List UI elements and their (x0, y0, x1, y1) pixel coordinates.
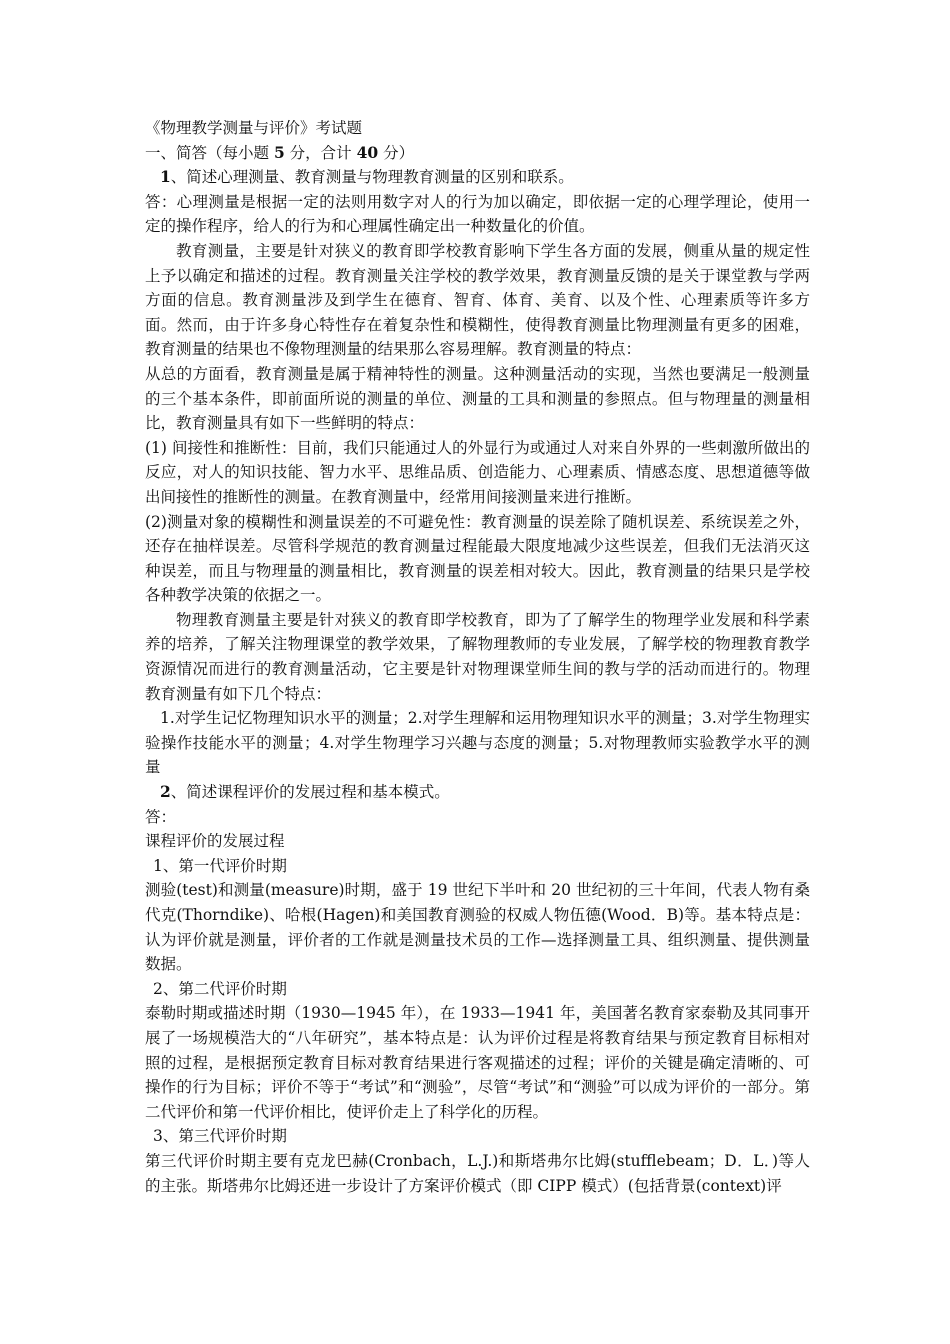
section-heading-post: 分） (378, 143, 415, 162)
answer-2-heading: 课程评价的发展过程 (145, 832, 285, 851)
document-body (145, 116, 810, 1198)
score-total: 40 (356, 142, 379, 162)
section-heading-pre: 一、简答（每小题 (145, 143, 274, 162)
answer-1-paragraph-2: 教育测量，主要是针对狭义的教育即学校教育影响下学生各方面的发展，侧重从量的规定性上予以确定和描述的过程。教育测量关注学校的教学效果，教育测量反馈的是关于课堂教与学两方面的信息。教育测量涉及到学生在德育、智育、体育、美育、以及个性、心理素质等许多方面。然而，由于许多身心特性存在着复杂性和模糊性，使得教育测量比物理测量有更多的困难，教育测量的结果也不像物理测量的结果那么容易理解。教育测量的特点： (145, 241, 810, 359)
answer-1-paragraph-7: 1.对学生记忆物理知识水平的测量；2.对学生理解和运用物理知识水平的测量；3.对学生物理实验操作技能水平的测量；4.对学生物理学习兴趣与态度的测量；5.对物理教师实验教学水平的测量 (145, 709, 810, 777)
question-1-number: 1 (160, 167, 171, 187)
question-2 (145, 780, 810, 805)
generation-3-title: 3、第三代评价时期 (153, 1127, 287, 1146)
answer-1-paragraph-1: 答：心理测量是根据一定的法则用数字对人的行为加以确定，即依据一定的心理学理论，使用一定的操作程序，给人的行为和心理属性确定出一种数量化的价值。 (145, 192, 810, 236)
answer-1-paragraph-5: (2)测量对象的模糊性和测量误差的不可避免性：教育测量的误差除了随机误差、系统误差之外，还存在抽样误差。尽管科学规范的教育测量过程能最大限度地减少这些误差，但我们无法消灭这种误差，而且与物理量的测量相比，教育测量的误差相对较大。因此，教育测量的结果只是学校各种教学决策的依据之一。 (145, 512, 810, 605)
generation-3-text: 第三代评价时期主要有克龙巴赫(Cronbach，L.J.)和斯塔弗尔比姆(stufflebeam；D．L．)等人的主张。斯塔弗尔比姆还进一步设计了方案评价模式（即 CIPP 模式）(包括背景(context)评 (145, 1151, 810, 1195)
generation-1-title: 1、第一代评价时期 (153, 856, 287, 875)
generation-2-text: 泰勒时期或描述时期（1930—1945 年），在 1933—1941 年，美国著名教育家泰勒及其同事开展了一场规模浩大的“八年研究”，基本特点是：认为评价过程是将教育结果与预定教育目标相对照的过程，是根据预定教育目标对教育结果进行客观描述的过程；评价的关键是确定清晰的、可操作的行为目标；评价不等于“考试”和“测验”，尽管“考试”和“测验”可以成为评价的一部分。第二代评价和第一代评价相比，使评价走上了科学化的历程。 (145, 1004, 810, 1121)
question-1-text: 、简述心理测量、教育测量与物理教育测量的区别和联系。 (170, 168, 574, 187)
generation-2-title: 2、第二代评价时期 (153, 979, 287, 998)
answer-1-paragraph-6: 物理教育测量主要是针对狭义的教育即学校教育，即为了了解学生的物理学业发展和科学素养的培养，了解关注物理课堂的教学效果，了解物理教师的专业发展，了解学校的物理教育教学资源情况而进行的教育测量活动，它主要是针对物理课堂师生间的教与学的活动而进行的。物理教育测量有如下几个特点： (145, 610, 810, 703)
question-2-text: 、简述课程评价的发展过程和基本模式。 (170, 783, 450, 802)
generation-1-text: 测验(test)和测量(measure)时期，盛于 19 世纪下半叶和 20 世纪初的三十年间，代表人物有桑代克(Thorndike)、哈根(Hagen)和美国教育测验的权威人物伍德(Wood．B)等。基本特点是：认为评价就是测量，评价者的工作就是测量技术员的工作—选择测量工具、组织测量、提供测量数据。 (145, 881, 810, 974)
answer-1-paragraph-3: 从总的方面看，教育测量是属于精神特性的测量。这种测量活动的实现，当然也要满足一般测量的三个基本条件，即前面所说的测量的单位、测量的工具和测量的参照点。但与物理量的测量相比，教育测量具有如下一些鲜明的特点： (145, 364, 810, 433)
question-1 (145, 165, 810, 190)
section-heading (145, 141, 810, 166)
section-heading-mid: 分，合计 (284, 143, 357, 162)
score-per-question: 5 (273, 142, 285, 162)
question-2-number: 2 (160, 782, 171, 802)
document-title: 《物理教学测量与评价》考试题 (145, 119, 363, 137)
answer-2-label: 答： (145, 807, 177, 826)
answer-1-paragraph-4: (1) 间接性和推断性：目前，我们只能通过人的外显行为或通过人对来自外界的一些刺激所做出的反应，对人的知识技能、智力水平、思维品质、创造能力、心理素质、情感态度、思想道德等做出间接性的推断性的测量。在教育测量中，经常用间接测量来进行推断。 (145, 438, 810, 506)
